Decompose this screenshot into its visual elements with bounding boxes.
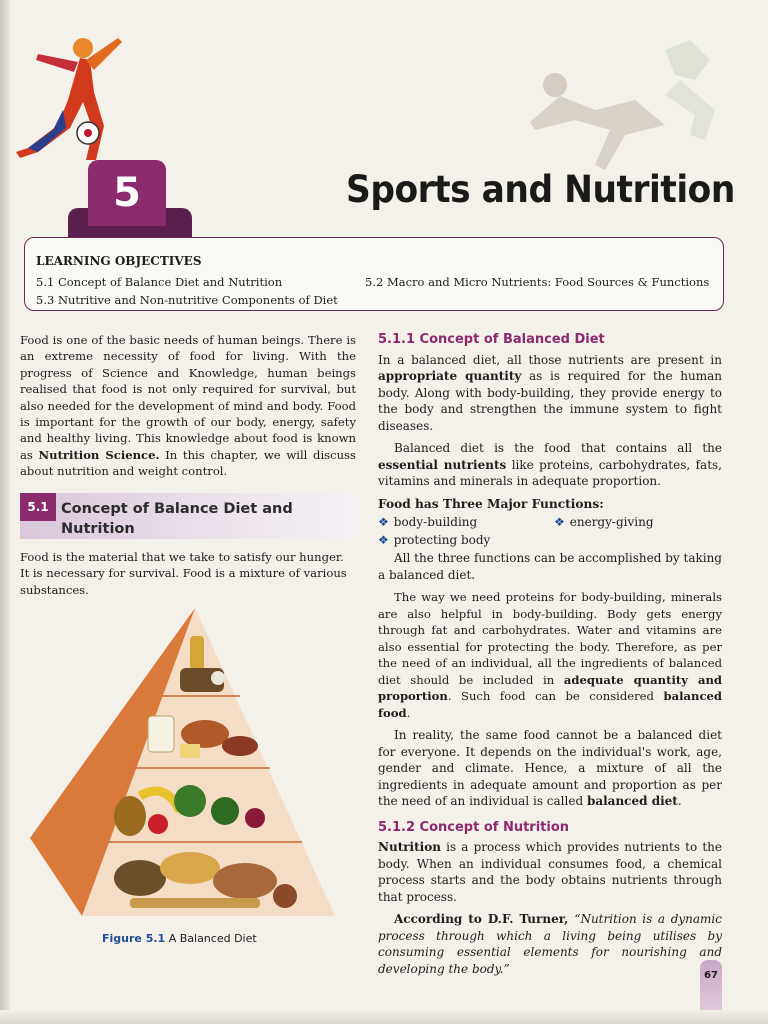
food-pyramid-image bbox=[30, 606, 340, 926]
functions-heading: Food has Three Major Functions: bbox=[378, 496, 604, 511]
learning-objectives-box bbox=[24, 237, 724, 311]
paragraph: All the three functions can be accomplished by taking a balanced diet. bbox=[378, 551, 722, 582]
list-item: ❖ body-building bbox=[378, 515, 478, 529]
functions-list bbox=[378, 514, 722, 550]
objectives-heading: LEARNING OBJECTIVES bbox=[36, 254, 202, 268]
paragraph: According to D.F. Turner, “Nutrition is a dynamic process through which a living being utilises by consuming essential elements for nourishing and developing the body.” bbox=[378, 912, 722, 976]
objective-item: 5.1 Concept of Balance Diet and Nutrition bbox=[36, 275, 283, 289]
list-item: ❖ energy-giving bbox=[554, 515, 654, 529]
section-5-1-text: Food is the material that we take to satisfy our hunger. It is necessary for survival. Food is a mixture of various substances. bbox=[20, 550, 347, 597]
page-bottom-edge bbox=[0, 1010, 768, 1024]
chapter-number: 5 bbox=[88, 160, 166, 226]
paragraph: The way we need proteins for body-building, minerals are also helpful in body-building. Body gets energy through fat and carbohydrates. Water and vitamins are also essential for protecting the body. Therefore, as per the need of an individual, all the ingredients of balanced diet should be included in adequate quantity and proportion. Such food can be considered balanced food. bbox=[378, 590, 722, 720]
footballer-illustration-icon bbox=[8, 30, 128, 165]
paragraph: Balanced diet is the food that contains all the essential nutrients like proteins, carbohydrates, fats, vitamins and minerals in adequate proportion. bbox=[378, 441, 722, 488]
section-title: Concept of Balance Diet and Nutrition bbox=[61, 501, 293, 537]
figure-caption: Figure 5.1 A Balanced Diet bbox=[102, 932, 257, 945]
paragraph: In reality, the same food cannot be a balanced diet for everyone. It depends on the individual's work, age, gender and climate. Hence, a mixture of all the ingredients in adequate amount and proportion as per the need of an individual is called balanced diet. bbox=[378, 728, 722, 808]
list-item: ❖ protecting body bbox=[378, 533, 491, 547]
runner-silhouette-icon bbox=[515, 30, 735, 180]
objective-item: 5.2 Macro and Micro Nutrients: Food Sources & Functions bbox=[365, 275, 710, 289]
objective-item: 5.3 Nutritive and Non-nutritive Components of Diet bbox=[36, 293, 338, 307]
page-number: 67 bbox=[700, 960, 722, 1024]
paragraph: Nutrition is a process which provides nutrients to the body. When an individual consumes food, a chemical process starts and the body obtains nutrients through that process. bbox=[378, 840, 722, 904]
chapter-title: Sports and Nutrition bbox=[346, 168, 735, 211]
intro-paragraph: Food is one of the basic needs of human beings. There is an extreme necessity of food for living. With the progress of Science and Knowledge, human beings realised that food is not only required for survival, but also needed for the development of mind and body. Food is important for the growth of our body, energy, safety and healthy living. This knowledge about food is known as Nutrition Science. In this chapter, we will discuss about nutrition and weight control. bbox=[20, 333, 356, 479]
bullet-icon: ❖ bbox=[378, 533, 389, 547]
section-number: 5.1 bbox=[20, 493, 56, 521]
heading-nutrition: 5.1.2 Concept of Nutrition bbox=[378, 819, 570, 835]
section-5-1-header bbox=[20, 493, 356, 539]
paragraph: In a balanced diet, all those nutrients are present in appropriate quantity as is required for the human body. Along with body-building, they provide energy to the body and strengthen the immune system to fight diseases. bbox=[378, 352, 722, 433]
right-column bbox=[378, 332, 722, 977]
bullet-icon: ❖ bbox=[554, 515, 565, 529]
heading-balanced-diet: 5.1.1 Concept of Balanced Diet bbox=[378, 332, 605, 347]
bullet-icon: ❖ bbox=[378, 515, 389, 529]
